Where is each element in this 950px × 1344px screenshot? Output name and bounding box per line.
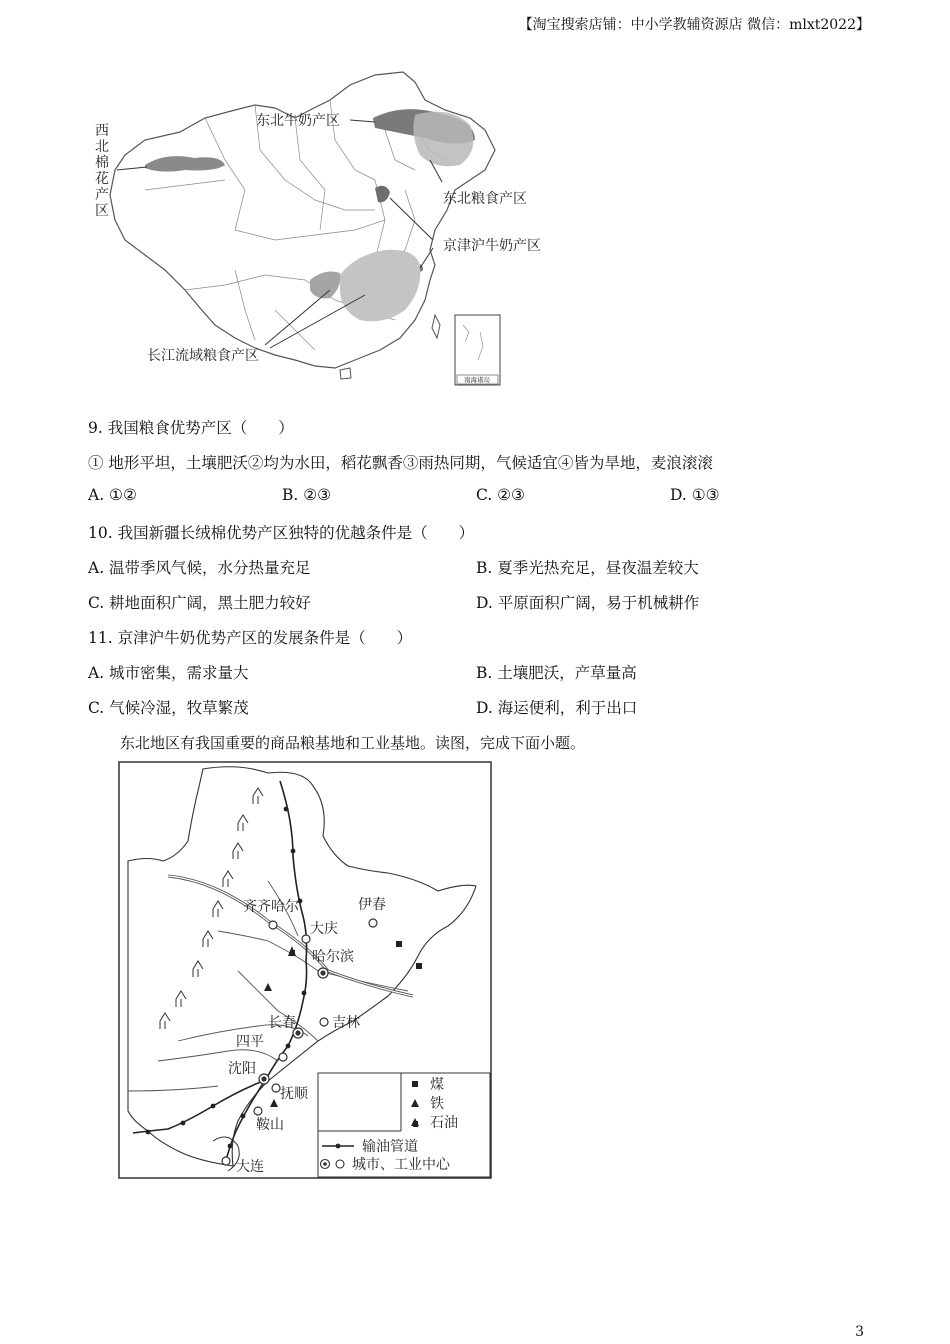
label-jjh-dairy: 京津沪牛奶产区 [443,238,541,254]
legend-pipeline: 输油管道 [362,1139,418,1155]
q11-option-c: C. 气候冷湿，牧草繁茂 [88,699,249,717]
city-daqing: 大庆 [310,921,338,937]
northeast-china-map [118,761,492,1179]
map-legend [318,1073,490,1177]
city-qiqihar: 齐齐哈尔 [243,899,299,915]
q9-statements: ① 地形平坦，土壤肥沃②均为水田，稻花飘香③雨热同期，气候适宜④皆为旱地，麦浪滚滚 [88,454,713,472]
q9-option-a: A. ①② [88,486,137,504]
q10-stem: 10. 我国新疆长绒棉优势产区独特的优越条件是（ ） [88,524,475,542]
label-nw-cotton-2: 北 [95,139,109,155]
page-number: 3 [855,1324,864,1340]
q9-stem: 9. 我国粮食优势产区（ ） [88,419,294,437]
city-siping: 四平 [236,1034,264,1050]
q10-option-a: A. 温带季风气候，水分热量充足 [88,559,311,577]
inset-label: 南海诸岛 [464,376,490,384]
legend-city: 城市、工业中心 [352,1157,450,1173]
q9-option-b: B. ②③ [282,486,332,504]
q11-option-d: D. 海运便利，利于出口 [476,699,638,717]
china-agriculture-map [85,70,555,390]
q11-stem: 11. 京津沪牛奶优势产区的发展条件是（ ） [88,629,413,647]
city-fushun: 抚顺 [280,1086,308,1102]
q11-option-b: B. 土壤肥沃，产草量高 [476,664,637,682]
q10-option-c: C. 耕地面积广阔，黑土肥力较好 [88,594,311,612]
q10-option-d: D. 平原面积广阔，易于机械耕作 [476,594,700,612]
label-nw-cotton-6: 区 [95,203,109,219]
label-yangtze-grain: 长江流域粮食产区 [147,348,259,364]
label-nw-cotton-4: 花 [95,171,109,187]
city-changchun: 长春 [268,1015,296,1031]
label-nw-cotton-3: 棉 [95,155,109,171]
label-ne-grain: 东北粮食产区 [443,191,527,207]
city-dalian: 大连 [236,1159,264,1175]
legend-iron: 铁 [430,1096,444,1112]
page-header: 【淘宝搜索店铺：中小学教辅资源店 微信：mlxt2022】 [518,17,870,33]
q9-option-c: C. ②③ [476,486,525,504]
q10-option-b: B. 夏季光热充足，昼夜温差较大 [476,559,699,577]
city-anshan: 鞍山 [256,1117,284,1133]
q9-option-d: D. ①③ [670,486,720,504]
q11-option-a: A. 城市密集，需求量大 [88,664,249,682]
city-yichun: 伊春 [358,897,386,913]
city-jilin: 吉林 [332,1015,360,1031]
city-harbin: 哈尔滨 [312,949,354,965]
legend-oil: 石油 [430,1115,458,1131]
section-intro: 东北地区有我国重要的商品粮基地和工业基地。读图，完成下面小题。 [120,734,586,752]
legend-coal: 煤 [430,1077,444,1093]
label-ne-dairy: 东北牛奶产区 [256,113,340,129]
label-nw-cotton-5: 产 [95,187,109,203]
city-shenyang: 沈阳 [228,1061,256,1077]
label-nw-cotton-1: 西 [95,123,109,139]
